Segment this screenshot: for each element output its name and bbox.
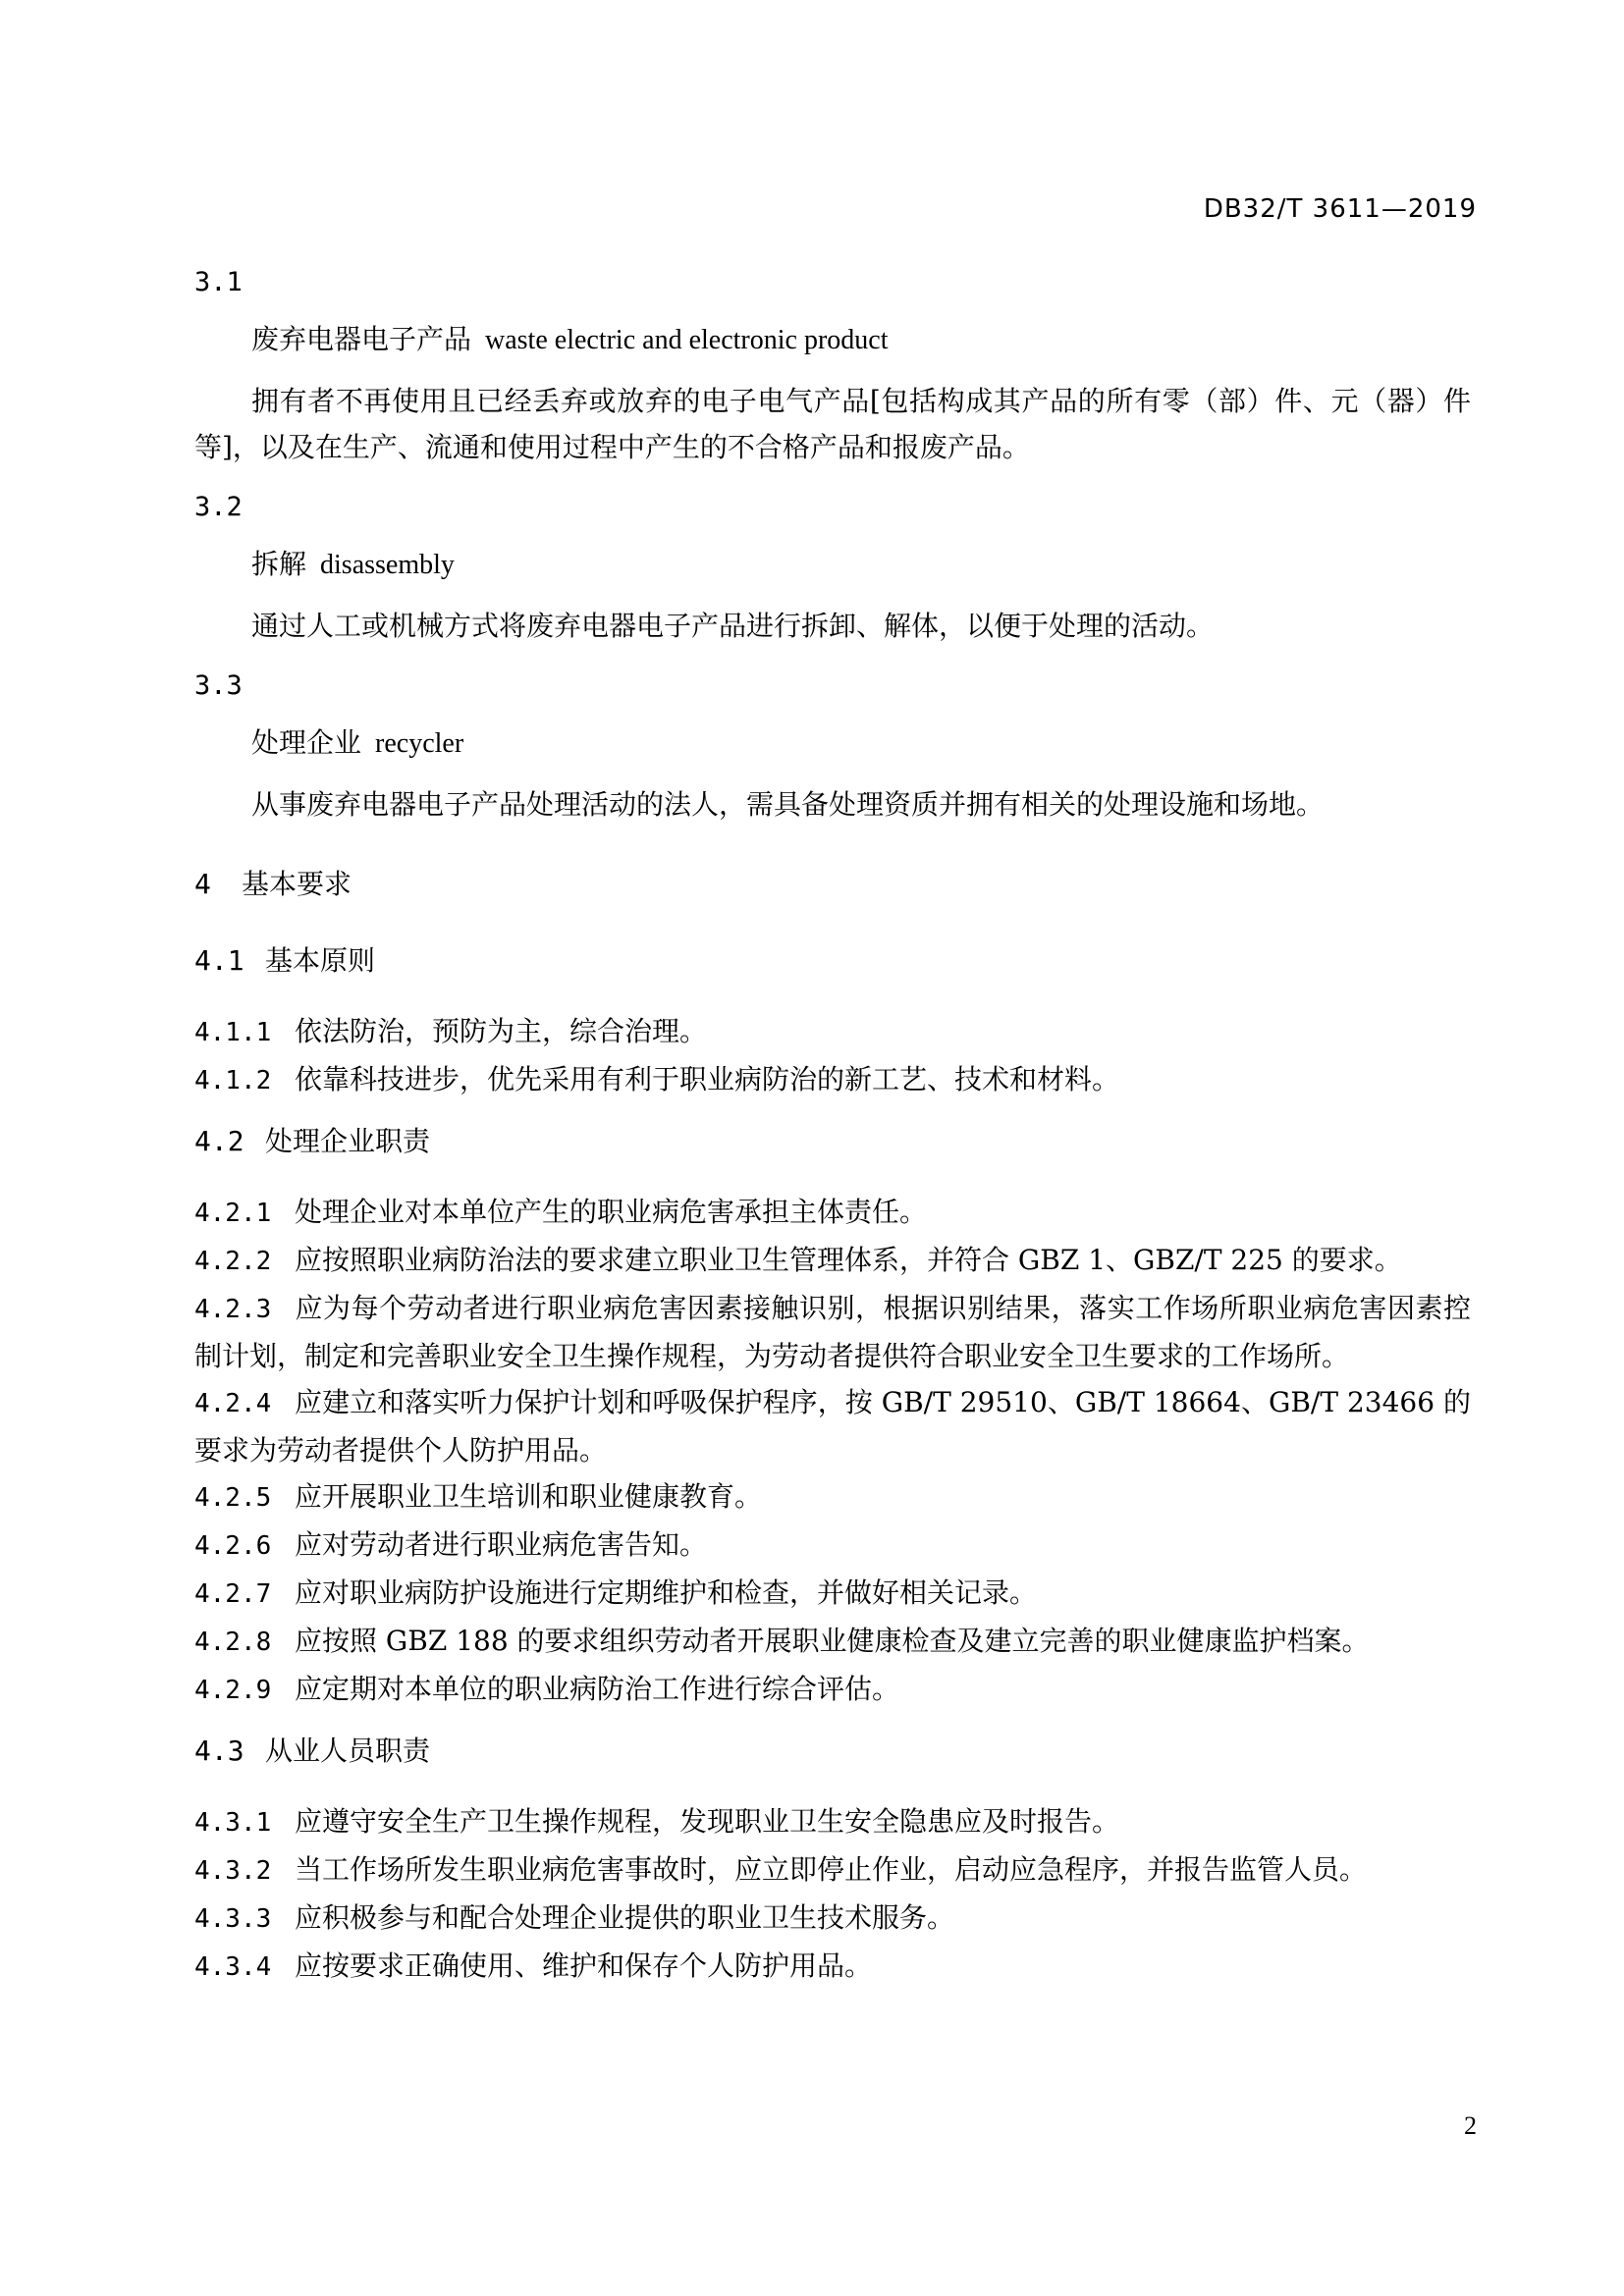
- term-title: [194, 545, 1471, 585]
- clause-text: 应积极参与和配合处理企业提供的职业卫生技术服务。: [295, 1901, 955, 1934]
- clause: [194, 1943, 1471, 1991]
- clause-text: 处理企业对本单位产生的职业病危害承担主体责任。: [295, 1196, 928, 1228]
- section-title: 从业人员职责: [265, 1735, 431, 1767]
- clause-number: 4.2.6: [194, 1531, 272, 1561]
- section-title: 处理企业职责: [265, 1125, 431, 1157]
- term-title: [194, 320, 1471, 360]
- section-title: 基本原则: [265, 944, 376, 977]
- clause-number: 4.1.2: [194, 1066, 272, 1095]
- term-zh: 废弃电器电子产品: [251, 323, 472, 355]
- clause-text: 依靠科技进步，优先采用有利于职业病防治的新工艺、技术和材料。: [295, 1063, 1120, 1095]
- clause-number: 4.2.2: [194, 1247, 272, 1276]
- clause-number: 4.3.4: [194, 1952, 272, 1982]
- clause-text: 应按要求正确使用、维护和保存个人防护用品。: [295, 1949, 873, 1982]
- clause: [194, 1570, 1471, 1618]
- clause-text: 应对劳动者进行职业病危害告知。: [295, 1528, 708, 1561]
- clause: [194, 1618, 1471, 1666]
- clause: [194, 1056, 1471, 1104]
- section-number: 4.2: [194, 1125, 244, 1157]
- term-zh: 拆解: [251, 548, 307, 580]
- term-number: 3.2: [194, 492, 243, 522]
- clause-number: 4.3.1: [194, 1808, 272, 1838]
- clause-text: 应遵守安全生产卫生操作规程，发现职业卫生安全隐患应及时报告。: [295, 1805, 1120, 1838]
- clause: [194, 1522, 1471, 1570]
- clause: [194, 1237, 1471, 1285]
- clause-number: 4.3.2: [194, 1856, 272, 1886]
- term-number: 3.1: [194, 267, 243, 297]
- section-heading: [194, 1122, 1471, 1161]
- clause: [194, 1846, 1471, 1895]
- clause: [194, 1189, 1471, 1237]
- clause: [194, 1895, 1471, 1943]
- clause: [194, 1379, 1471, 1473]
- clause: [194, 1008, 1471, 1056]
- term-definition: 拥有者不再使用且已经丢弃或放弃的电子电气产品[包括构成其产品的所有零（部）件、元（器）件等]，以及在生产、流通和使用过程中产生的不合格产品和报废产品。: [194, 385, 1471, 463]
- section-heading: [194, 1732, 1471, 1771]
- clause: [194, 1798, 1471, 1846]
- clause-number: 4.2.4: [194, 1389, 272, 1418]
- term-en: waste electric and electronic product: [485, 325, 889, 355]
- clause-number: 4.3.3: [194, 1904, 272, 1934]
- page-number: 2: [1464, 2111, 1477, 2140]
- section-number: 4.3: [194, 1735, 244, 1767]
- term-definition: 通过人工或机械方式将废弃电器电子产品进行拆卸、解体，以便于处理的活动。: [251, 610, 1215, 642]
- term-definition: 从事废弃电器电子产品处理活动的法人，需具备处理资质并拥有相关的处理设施和场地。: [251, 788, 1325, 821]
- clause-text: 依法防治，预防为主，综合治理。: [295, 1015, 708, 1047]
- standard-code: DB32/T 3611—2019: [1203, 194, 1477, 224]
- clause-number: 4.2.8: [194, 1628, 272, 1657]
- clause-number: 4.2.5: [194, 1483, 272, 1513]
- clause-text: 当工作场所发生职业病危害事故时，应立即停止作业，启动应急程序，并报告监管人员。: [295, 1853, 1368, 1886]
- clause: [194, 1473, 1471, 1522]
- term-title: [194, 723, 1471, 764]
- clause-text: 应为每个劳动者进行职业病危害因素接触识别，根据识别结果，落实工作场所职业病危害因素控制计划，制定和完善职业安全卫生操作规程，为劳动者提供符合职业安全卫生要求的工作场所。: [194, 1292, 1471, 1372]
- chapter-heading: [194, 865, 1471, 904]
- clause-text: 应按照 GBZ 188 的要求组织劳动者开展职业健康检查及建立完善的职业健康监护档案。: [295, 1625, 1370, 1657]
- clause-number: 4.1.1: [194, 1018, 272, 1047]
- clause-text: 应定期对本单位的职业病防治工作进行综合评估。: [295, 1673, 900, 1705]
- term-number: 3.3: [194, 670, 243, 701]
- clause-number: 4.2.3: [194, 1295, 272, 1324]
- term-en: recycler: [375, 728, 464, 759]
- clause: [194, 1666, 1471, 1714]
- page-body: [194, 263, 1471, 1991]
- clause-text: 应对职业病防护设施进行定期维护和检查，并做好相关记录。: [295, 1576, 1038, 1609]
- clause-number: 4.2.1: [194, 1199, 272, 1228]
- section-number: 4.1: [194, 944, 244, 977]
- chapter-title: 基本要求: [242, 868, 352, 900]
- term-en: disassembly: [320, 550, 455, 580]
- clause-number: 4.2.7: [194, 1579, 272, 1609]
- section-heading: [194, 941, 1471, 981]
- clause-text: 应建立和落实听力保护计划和呼吸保护程序，按 GB/T 29510、GB/T 18664、GB/T 23466 的要求为劳动者提供个人防护用品。: [194, 1386, 1471, 1467]
- chapter-number: 4: [194, 868, 211, 900]
- clause: [194, 1285, 1471, 1379]
- clause-text: 应开展职业卫生培训和职业健康教育。: [295, 1480, 763, 1513]
- clause-text: 应按照职业病防治法的要求建立职业卫生管理体系，并符合 GBZ 1、GBZ/T 225 的要求。: [295, 1244, 1402, 1276]
- clause-number: 4.2.9: [194, 1676, 272, 1705]
- term-zh: 处理企业: [251, 726, 362, 759]
